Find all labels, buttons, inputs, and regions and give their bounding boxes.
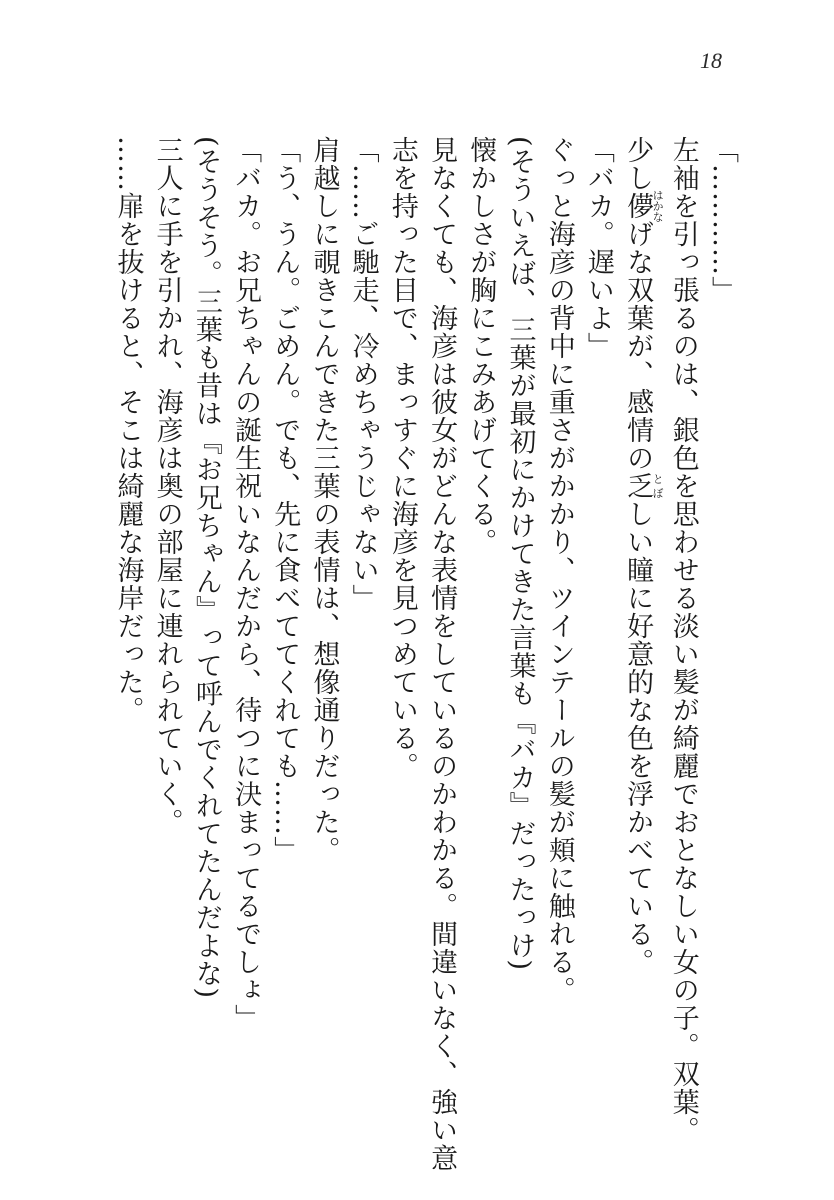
- page-number: 18: [700, 48, 722, 73]
- text-line-14: (そうそう。三葉も昔は『お兄ちゃん』って呼んでくれてたんだよな): [190, 136, 222, 1000]
- text-line-6: (そういえば、三葉が最初にかけてきた言葉も『バカ』だったっけ): [504, 136, 536, 972]
- ruby-hakana-base: 儚: [622, 189, 654, 223]
- ruby-tobo-base: 乏: [622, 472, 654, 500]
- ruby-tobo: [622, 472, 665, 500]
- text-line-12: 「う、うん。ごめん。でも、先に食べててくれても……」: [269, 136, 301, 864]
- text-line-11: 肩越しに覗きこんできた三葉の表情は、想像通りだった。: [308, 136, 340, 864]
- text-line-9: 志を持った目で、まっすぐに海彦を見つめている。: [386, 136, 418, 780]
- text-line-8: 見なくても、海彦は彼女がどんな表情をしているのかわかる。間違いなく、強い意: [426, 136, 458, 1172]
- text-line-15: 三人に手を引かれ、海彦は奥の部屋に連れられていく。: [151, 136, 183, 836]
- text-line-4: 「バカ。遅いよ」: [582, 136, 614, 360]
- text-line-5: ぐっと海彦の背中に重さがかかり、ツインテールの髪が頬に触れる。: [543, 136, 575, 1004]
- text-line-10: 「……ご馳走、冷めちゃうじゃない」: [347, 136, 379, 612]
- text-line-7: 懐かしさが胸にこみあげてくる。: [465, 136, 497, 556]
- text-line-13: 「バカ。お兄ちゃんの誕生祝いなんだから、待つに決まってるでしょ」: [230, 136, 262, 1032]
- text-line-2: 左袖を引っ張るのは、銀色を思わせる淡い髪が綺麗でおとなしい女の子。双葉。: [667, 136, 699, 1144]
- ruby-tobo-reading: とぼ: [651, 472, 665, 500]
- text-line-3: [618, 136, 664, 1156]
- text-line-16: ……扉を抜けると、そこは綺麗な海岸だった。: [112, 136, 144, 724]
- ruby-hakana-reading: はかな: [651, 189, 665, 223]
- text-line-1: 「…………」: [707, 136, 738, 304]
- text-line-3-part-c: しい瞳に好意的な色を浮かべている。: [622, 500, 654, 976]
- text-line-3-part-a: 少し: [622, 136, 654, 192]
- text-line-3-part-b: げな双葉が、感情の: [622, 220, 654, 472]
- ruby-hakana: [622, 189, 665, 223]
- vertical-text-body: [108, 136, 742, 1172]
